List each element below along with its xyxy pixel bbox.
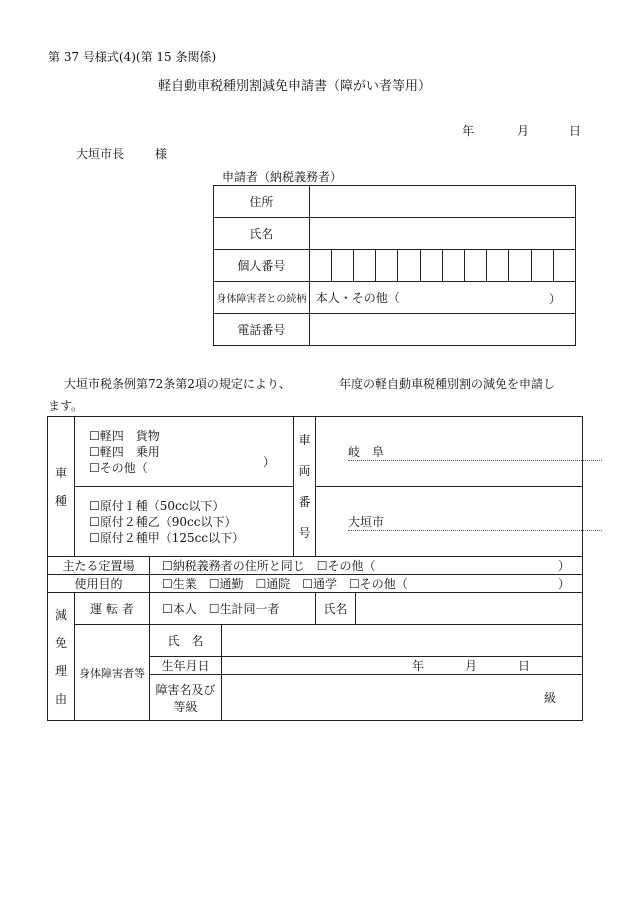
form-title: 軽自動車税種別割減免申請書（障がい者等用）	[158, 79, 432, 94]
disability-label: 障害名及び等級	[150, 675, 222, 721]
date-month-label: 月	[517, 124, 530, 138]
id-number-label: 個人番号	[214, 250, 310, 282]
purpose-options[interactable]	[150, 575, 583, 593]
vehicle-number-label	[294, 417, 316, 557]
phone-field[interactable]	[309, 314, 575, 346]
vehicle-type-char2: 種	[54, 493, 67, 508]
vehicle-number-char4: 号	[298, 525, 311, 540]
applicant-heading: 申請者（納税義務者）	[222, 170, 343, 184]
id-digit-box[interactable]	[331, 250, 353, 282]
id-digit-box[interactable]	[420, 250, 442, 282]
vehicle-number-char1: 車	[298, 432, 311, 447]
plate-row-1[interactable]	[316, 417, 583, 487]
id-digit-box[interactable]	[398, 250, 420, 282]
id-digit-box[interactable]	[487, 250, 509, 282]
phone-label: 電話番号	[214, 314, 310, 346]
storage-close: ）	[558, 559, 571, 573]
purpose-label: 使用目的	[48, 575, 150, 593]
date-year-label: 年	[462, 124, 475, 138]
applicant-table	[213, 185, 576, 346]
disabled-label: 身体障害者等	[75, 625, 150, 721]
vehicle-types-kei	[75, 417, 294, 487]
reason-char1: 減	[54, 607, 67, 622]
driver-options[interactable]: ☐本人 ☐生計同一者	[150, 593, 316, 625]
birth-month: 月	[465, 659, 478, 673]
relation-close: ）	[548, 292, 561, 306]
id-digit-box[interactable]	[354, 250, 376, 282]
address-field[interactable]	[309, 186, 575, 218]
id-digit-box[interactable]	[553, 250, 575, 282]
addressee-name: 大垣市長	[76, 147, 125, 161]
vehicle-types-moped	[75, 487, 294, 557]
option-kei-passenger[interactable]: ☐軽四 乗用	[89, 444, 160, 459]
purpose-options-text: ☐生業 ☐通勤 ☐通院 ☐通学 ☐その他（	[162, 577, 408, 591]
storage-label: 主たる定置場	[48, 557, 150, 575]
option-other-close: ）	[263, 455, 276, 469]
option-moped-1[interactable]: ☐原付１種（50cc以下）	[89, 498, 225, 513]
id-digit-box[interactable]	[509, 250, 531, 282]
purpose-close: ）	[558, 577, 571, 591]
vehicle-number-char2: 両	[298, 463, 311, 478]
statement-part2: 年度の軽自動車税種別割の減免を申請し	[339, 377, 556, 391]
relation-label: 身体障害者との続柄	[214, 282, 310, 314]
birth-year: 年	[412, 659, 425, 673]
relation-field[interactable]	[309, 282, 575, 314]
id-digit-box[interactable]	[531, 250, 553, 282]
driver-label: 運 転 者	[75, 593, 150, 625]
birth-label: 生年月日	[150, 657, 222, 675]
birth-day: 日	[518, 659, 531, 673]
plate-gifu: 岐 阜	[348, 443, 602, 461]
birth-field[interactable]	[222, 657, 583, 675]
option-other[interactable]: ☐その他（	[89, 460, 148, 475]
statement-part1: 大垣市税条例第72条第2項の規定により、	[64, 377, 291, 391]
addressee-honorific: 様	[155, 147, 168, 161]
relation-value: 本人・その他（	[315, 291, 400, 305]
option-kei-cargo[interactable]: ☐軽四 貨物	[89, 428, 160, 443]
option-moped-2b[interactable]: ☐原付２種乙（90cc以下）	[89, 514, 237, 529]
id-digit-box[interactable]	[464, 250, 486, 282]
id-digit-box[interactable]	[376, 250, 398, 282]
form-number: 第 37 号様式(4)(第 15 条関係)	[48, 50, 217, 64]
vehicle-type-char1: 車	[54, 465, 67, 480]
statement-line2: ます。	[48, 399, 84, 413]
name-label: 氏名	[214, 218, 310, 250]
name-field[interactable]	[309, 218, 575, 250]
storage-options-text: ☐納税義務者の住所と同じ ☐その他（	[162, 559, 376, 573]
disability-field[interactable]	[222, 675, 583, 721]
address-label: 住所	[214, 186, 310, 218]
storage-options[interactable]	[150, 557, 583, 575]
plate-ogaki: 大垣市	[348, 513, 602, 531]
date-day-label: 日	[569, 124, 582, 138]
plate-row-2[interactable]	[316, 487, 583, 557]
reason-char4: 由	[54, 691, 67, 706]
driver-name-label: 氏名	[316, 593, 356, 625]
main-table	[47, 416, 583, 721]
disabled-name-label: 氏 名	[150, 625, 222, 657]
vehicle-number-char3: 番	[298, 494, 311, 509]
grade-label: 級	[544, 691, 557, 705]
reason-label	[48, 593, 75, 721]
reason-char3: 理	[54, 663, 67, 678]
reason-char2: 免	[54, 635, 67, 650]
disabled-name-field[interactable]	[222, 625, 583, 657]
vehicle-type-label	[48, 417, 75, 557]
id-digit-box[interactable]	[442, 250, 464, 282]
driver-name-field[interactable]	[356, 593, 583, 625]
id-digit-box[interactable]	[309, 250, 331, 282]
option-moped-2a[interactable]: ☐原付２種甲（125cc以下）	[89, 530, 245, 545]
